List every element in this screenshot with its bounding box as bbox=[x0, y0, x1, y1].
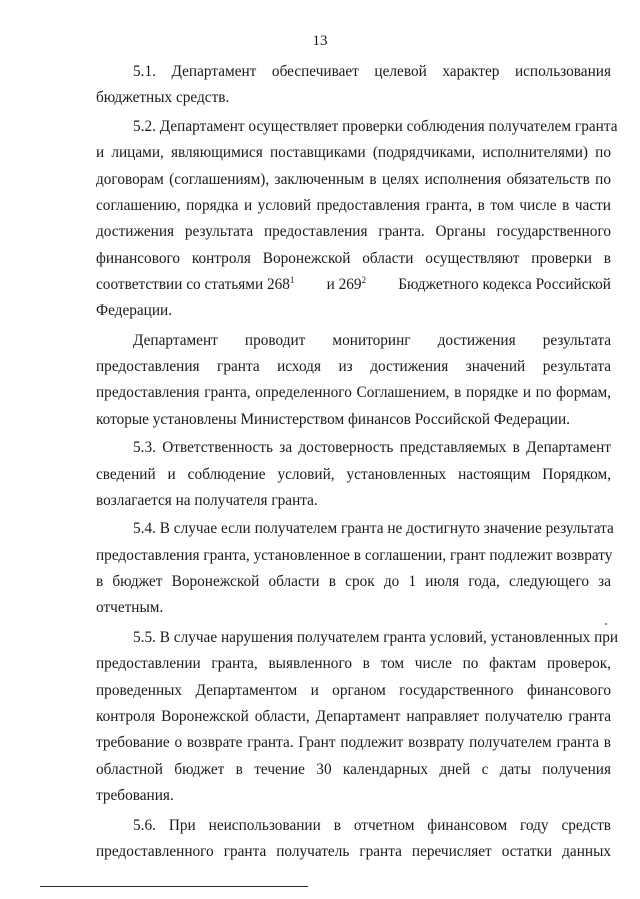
paragraph-monitoring-line-3: предоставления гранта, определенного Соглашением, в порядке и по формам, bbox=[96, 384, 611, 401]
page-number: 13 bbox=[312, 33, 328, 49]
paragraph-5-2-line-4: соглашению, порядка и условий предоставления гранта, в том числе в части bbox=[96, 197, 611, 214]
scan-speck bbox=[605, 623, 607, 625]
superscript: 2 bbox=[361, 275, 367, 285]
paragraph-5-4-line-1: 5.4. В случае если получателем гранта не достигнуто значение результата bbox=[133, 520, 614, 537]
paragraph-5-4-line-2: предоставления гранта, установленное в соглашении, грант подлежит возврату bbox=[96, 547, 613, 564]
statute-ref-269 bbox=[327, 275, 366, 295]
paragraph-5-2-line-8: Федерации. bbox=[96, 302, 173, 319]
paragraph-monitoring-line-4: которые установлены Министерством финансов Российской Федерации. bbox=[96, 411, 570, 428]
paragraph-5-5-line-1: 5.5. В случае нарушения получателем гранта условий, установленных при bbox=[133, 629, 619, 646]
paragraph-5-5-line-5: требование о возврате гранта. Грант подлежит возврату получателем гранта в bbox=[96, 734, 611, 751]
paragraph-5-6-line-1: 5.6. При неиспользовании в отчетном финансовом году средств bbox=[133, 817, 611, 834]
paragraph-5-2-line-5: достижения результата предоставления гранта. Органы государственного bbox=[96, 223, 611, 240]
paragraph-monitoring-line-1: Департамент проводит мониторинг достижения результата bbox=[133, 332, 611, 349]
paragraph-5-2-line-2: и лицами, являющимися поставщиками (подрядчиками, исполнителями) по bbox=[96, 144, 611, 161]
paragraph-5-2-line-6: финансового контроля Воронежской области осуществляют проверки в bbox=[96, 250, 611, 267]
paragraph-5-5-line-6: областной бюджет в течение 30 календарных дней с даты получения bbox=[96, 761, 611, 778]
text-segment: Бюджетного кодекса Российской bbox=[398, 276, 611, 293]
paragraph-5-1-line-2: бюджетных средств. bbox=[96, 89, 230, 106]
paragraph-5-3-line-3: возлагается на получателя гранта. bbox=[96, 492, 318, 509]
text-segment: соответствии со статьями 268 bbox=[96, 276, 290, 293]
paragraph-5-3-line-1: 5.3. Ответственность за достоверность представляемых в Департамент bbox=[133, 439, 611, 456]
paragraph-monitoring-line-2: предоставления гранта исходя из достижения значений результата bbox=[96, 358, 611, 375]
paragraph-5-3-line-2: сведений и соблюдение условий, установленных настоящим Порядком, bbox=[96, 466, 611, 483]
paragraph-5-5-line-7: требования. bbox=[96, 787, 174, 804]
paragraph-5-4-line-4: отчетным. bbox=[96, 599, 164, 616]
paragraph-5-5-line-2: предоставлении гранта, выявленного в том числе по фактам проверок, bbox=[96, 655, 611, 672]
paragraph-5-1-line-1: 5.1. Департамент обеспечивает целевой характер использования bbox=[133, 63, 611, 80]
text-segment: и 269 bbox=[326, 276, 362, 293]
paragraph-5-2-line-3: договорам (соглашениям), заключенным в целях исполнения обязательств по bbox=[96, 171, 611, 188]
paragraph-5-5-line-3: проведенных Департаментом и органом государственного финансового bbox=[96, 682, 611, 699]
superscript: 1 bbox=[289, 275, 295, 285]
paragraph-5-2-line-7 bbox=[96, 275, 611, 295]
paragraph-5-2-line-1: 5.2. Департамент осуществляет проверки соблюдения получателем гранта bbox=[133, 118, 618, 135]
paragraph-5-6-line-2: предоставленного гранта получатель гранта перечисляет остатки данных bbox=[96, 843, 611, 860]
paragraph-5-5-line-4: контроля Воронежской области, Департамент направляет получателю гранта bbox=[96, 708, 611, 725]
paragraph-5-4-line-3: в бюджет Воронежской области в срок до 1 июля года, следующего за bbox=[96, 573, 611, 590]
statute-ref-268 bbox=[96, 275, 294, 295]
footnote-separator bbox=[40, 886, 308, 887]
